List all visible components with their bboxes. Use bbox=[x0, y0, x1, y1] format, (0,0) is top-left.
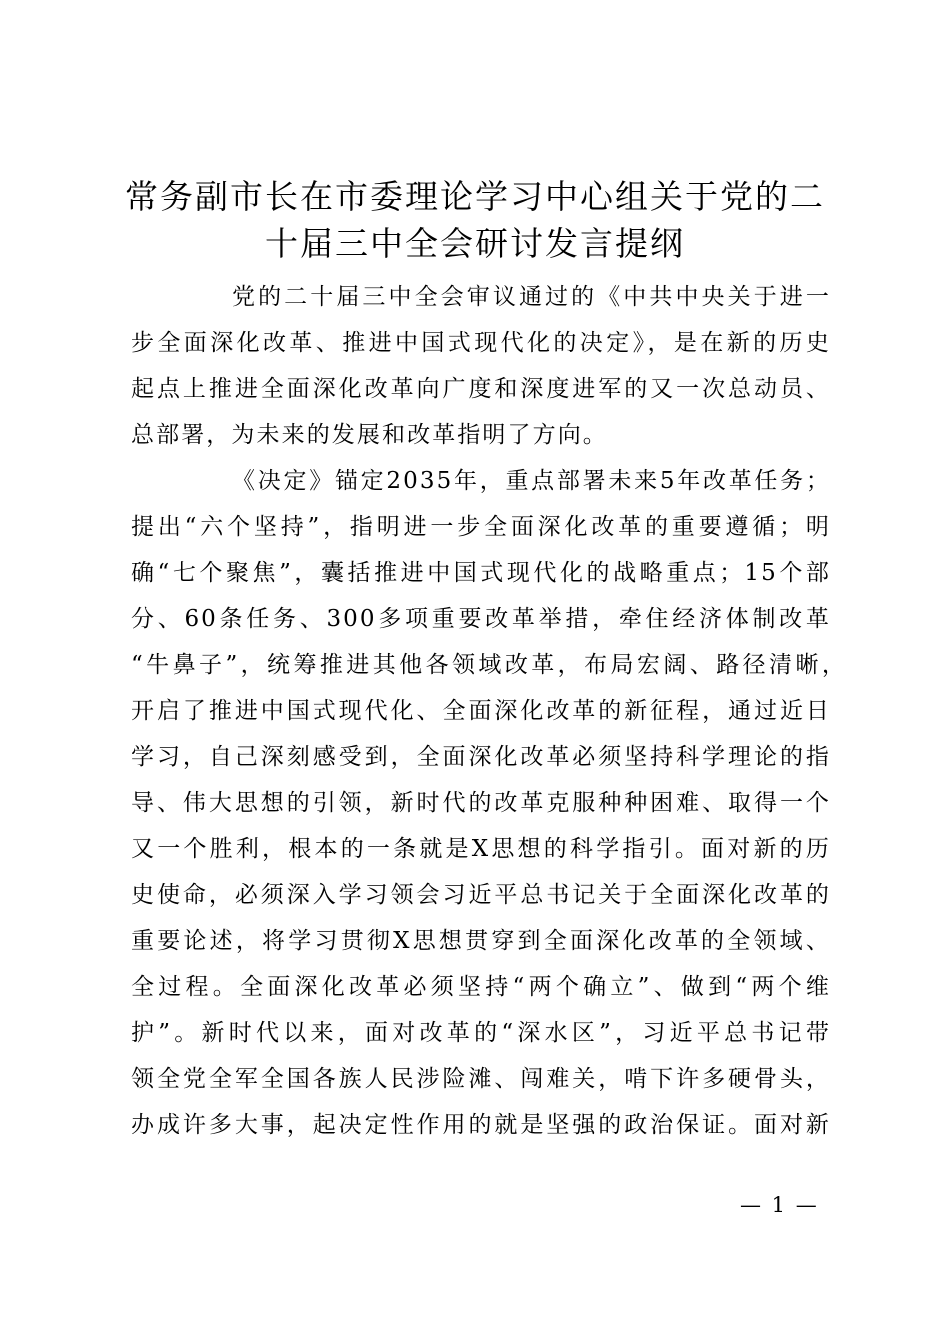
paragraph-2-line-13: 护”。新时代以来，面对改革的“深水区”，习近平总书记带 bbox=[131, 1020, 831, 1046]
document-title-line-2: 十届三中全会研讨发言提纲 bbox=[265, 224, 685, 263]
paragraph-2-line-15: 办成许多大事，起决定性作用的就是坚强的政治保证。面对新 bbox=[131, 1112, 831, 1138]
paragraph-2-line-1: 《决定》锚定2035年，重点部署未来5年改革任务； bbox=[232, 468, 831, 494]
paragraph-1-line-1: 党的二十届三中全会审议通过的《中共中央关于进一 bbox=[232, 284, 831, 310]
paragraph-2-line-14: 领全党全军全国各族人民涉险滩、闯难关，啃下许多硬骨头， bbox=[131, 1066, 831, 1092]
paragraph-2-line-8: 导、伟大思想的引领，新时代的改革克服种种困难、取得一个 bbox=[131, 790, 831, 816]
paragraph-2-line-5: “牛鼻子”，统筹推进其他各领域改革，布局宏阔、路径清晰， bbox=[131, 652, 847, 678]
paragraph-2-line-3: 确“七个聚焦”，囊括推进中国式现代化的战略重点；15个部 bbox=[131, 560, 831, 586]
paragraph-1-line-3: 起点上推进全面深化改革向广度和深度进军的又一次总动员、 bbox=[131, 376, 831, 402]
paragraph-2-line-6: 开启了推进中国式现代化、全面深化改革的新征程，通过近日 bbox=[131, 698, 831, 724]
page-number: — 1 — bbox=[740, 1193, 819, 1217]
paragraph-1-line-2: 步全面深化改革、推进中国式现代化的决定》，是在新的历史 bbox=[131, 330, 831, 356]
paragraph-2-line-9: 又一个胜利，根本的一条就是X思想的科学指引。面对新的历 bbox=[131, 836, 831, 862]
paragraph-2-line-11: 重要论述，将学习贯彻X思想贯穿到全面深化改革的全领域、 bbox=[131, 928, 831, 954]
paragraph-2-line-2: 提出“六个坚持”，指明进一步全面深化改革的重要遵循；明 bbox=[131, 514, 831, 540]
paragraph-2-line-7: 学习，自己深刻感受到，全面深化改革必须坚持科学理论的指 bbox=[131, 744, 831, 770]
paragraph-2-line-12: 全过程。全面深化改革必须坚持“两个确立”、做到“两个维 bbox=[131, 974, 831, 1000]
document-title-line-1: 常务副市长在市委理论学习中心组关于党的二 bbox=[125, 177, 825, 216]
paragraph-2-line-4: 分、60条任务、300多项重要改革举措，牵住经济体制改革 bbox=[131, 606, 831, 632]
paragraph-2-line-10: 史使命，必须深入学习领会习近平总书记关于全面深化改革的 bbox=[131, 882, 831, 908]
paragraph-1-line-4: 总部署，为未来的发展和改革指明了方向。 bbox=[131, 422, 608, 448]
